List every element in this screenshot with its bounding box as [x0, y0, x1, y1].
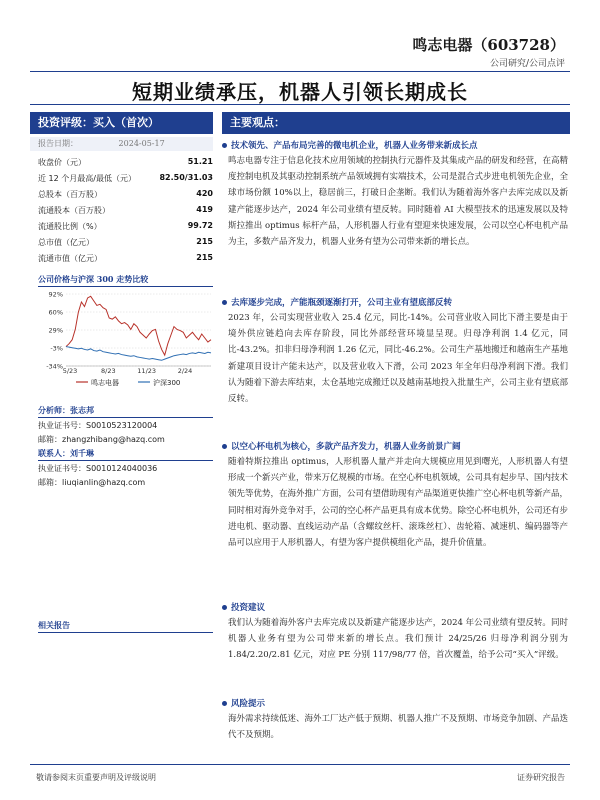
footer-disclaimer: 敬请参阅末页重要声明及评级说明: [36, 773, 156, 782]
series-line-2: [66, 347, 211, 361]
bullet-dot-icon: [222, 300, 227, 305]
price-comparison-chart: [36, 288, 216, 388]
metric-label: 流通股本（百万股）: [38, 206, 110, 215]
x-tick-label: 8/23: [101, 367, 116, 375]
related-reports-rule: [38, 632, 213, 633]
point-heading-text: 以空心杯电机为核心，多款产品齐发力，机器人业务前景广阔: [231, 442, 461, 452]
rating-banner: 投资评级：买入（首次）: [30, 112, 213, 134]
point-heading: [222, 296, 570, 308]
related-reports-heading: 相关报告: [38, 620, 70, 630]
contact-heading: 联系人：刘千琳: [38, 448, 94, 458]
footer-rule: [30, 764, 570, 765]
metric-value: 82.50/31.03: [159, 173, 213, 182]
metric-label: 流通股比例（%）: [38, 222, 102, 231]
contact-email[interactable]: 邮箱：liuqianlin@hazq.com: [38, 478, 146, 487]
point-heading: [222, 697, 570, 709]
metric-row: [38, 237, 213, 248]
metric-row: [38, 205, 213, 216]
report-title: 短期业绩承压，机器人引领长期成长: [132, 80, 468, 104]
y-tick-label: -34%: [46, 362, 63, 371]
y-tick-label: -3%: [50, 344, 63, 353]
y-tick-label: 60%: [48, 308, 63, 317]
bullet-dot-icon: [222, 143, 227, 148]
metric-label: 收盘价（元）: [38, 158, 86, 167]
contact-rule: [38, 460, 213, 461]
metric-row: [38, 189, 213, 200]
point-body: 随着特斯拉推出 optimus，人形机器人量产并走向大规模应用见到曙光，人形机器人有望形成一个新兴产业，带来万亿规模的市场。在空心杯电机领域，公司具有起步早、国内技术领先等优势，在海外推广方面，公司有望借助现有产品渠道更快推广空心杯电机等新产品，同时相对海外竞争对手，公司的空心杯产品更具有成本优势。除空心杯电机外，公司还有步进电机、驱动器、直线运动产品（含螺纹丝杆、滚珠丝杠）、齿轮箱、减速机、编码器等产品可以应用于人形机器人，有望为客户提供模组化产品，提升价值量。: [228, 457, 569, 549]
legend-label-series-1: 鸣志电器: [91, 379, 119, 387]
point-body: 我们认为随着海外客户去库完成以及新建产能逐步达产，2024 年公司业绩有望反转。同时机器人业务有望为公司带来新的增长点。我们预计 24/25/26 归母净利润分别为 1.84/2.20/2.81 亿元，对应 PE 分别 117/98/77 倍，首次覆盖，给予公司“买入”评级。: [228, 618, 568, 661]
bullet-dot-icon: [222, 701, 227, 706]
metric-label: 近 12 个月最高/最低（元）: [38, 174, 136, 183]
analyst-cert: 执业证书号：S0010523120004: [38, 421, 158, 430]
contact-cert: 执业证书号：S0010124040036: [38, 464, 158, 473]
company-name: 鸣志电器（603728）: [412, 36, 565, 54]
point-heading-text: 去库逐步完成，产能瓶颈逐渐打开，公司主业有望底部反转: [231, 298, 453, 308]
report-date: [30, 137, 213, 151]
point-heading-text: 技术领先、产品布局完善的微电机企业，机器人业务带来新成长点: [231, 141, 478, 151]
main-points-banner: 主要观点：: [222, 112, 570, 134]
y-tick-label: 29%: [48, 326, 63, 335]
metric-value: 51.21: [187, 157, 213, 166]
metric-row: [38, 173, 213, 184]
metric-row: [38, 221, 213, 232]
report-date-value: 2024-05-17: [118, 139, 165, 148]
metric-row: [38, 253, 213, 264]
series-line-1: [66, 296, 211, 355]
bullet-dot-icon: [222, 605, 227, 610]
document-type: 公司研究/公司点评: [489, 59, 565, 69]
x-tick-label: 5/23: [62, 367, 78, 375]
point-body: 海外需求持续低迷、海外工厂达产低于预期、机器人推广不及预期、市场竞争加剧、产品迭代不及预期。: [228, 714, 569, 741]
point-body: 鸣志电器专注于信息化技术应用领域的控制执行元器件及其集成产品的研发和经营，在高精度控制电机及其驱动控制系统产品领域拥有实端技术，公司是混合式步进电机领先企业，全球市场份额 10%以上，稳居前三，打破日企垄断。我们认为随着海外客户去库完成以及新建产能逐步达产，2024 年公司业绩有望反转。同时随着 AI 大模型技术的迅速发展以及特斯拉推出 optimus 标杆产品，人形机器人行业有望迎来快速发展，公司以空心杯电机产品为主，多数产品齐发力，机器人业务有望为公司带来新的增长点。: [228, 156, 569, 248]
y-tick-label: 92%: [48, 290, 63, 299]
metric-value: 215: [196, 253, 213, 262]
chart-title-rule: [38, 286, 213, 287]
point-heading: [222, 440, 570, 452]
metric-label: 流通市值（亿元）: [38, 254, 102, 263]
header-rule: [30, 71, 570, 72]
metric-value: 419: [196, 205, 213, 214]
analyst-email[interactable]: 邮箱：zhangzhibang@hazq.com: [38, 435, 165, 444]
analyst-rule: [38, 417, 213, 418]
point-heading: [222, 139, 570, 151]
point-body: 2023 年，公司实现营业收入 25.4 亿元，同比-14%。公司营业收入同比下滑主要是由于境外供应链趋向去库存阶段，同比外部经营环境显呈现。归母净利润 1.4 亿元，同比-43.2%。扣非归母净利润 1.26 亿元，同比-46.2%。公司生产基地搬迁和越南生产基地新建项目设计产能未达产，以及营业收入下滑，公司 2023 年全年归母净利润下滑。我们认为随着下游去库结束，太仓基地完成搬迁以及越南基地投入批量生产，公司主业有望底部反转。: [228, 313, 569, 405]
title-rule: [30, 104, 570, 105]
point-heading-text: 风险提示: [231, 699, 266, 709]
metric-row: [38, 157, 213, 168]
report-date-label: 报告日期：: [38, 139, 78, 148]
metric-label: 总股本（百万股）: [38, 190, 102, 199]
metric-value: 99.72: [187, 221, 213, 230]
metric-value: 215: [196, 237, 213, 246]
metric-label: 总市值（亿元）: [38, 238, 94, 247]
bullet-dot-icon: [222, 444, 227, 449]
point-heading: [222, 601, 570, 613]
analyst-heading: 分析师：张志邦: [38, 405, 94, 415]
legend-label-series-2: 沪深300: [153, 379, 181, 387]
x-tick-label: 11/23: [137, 367, 157, 375]
point-heading-text: 投资建议: [231, 603, 266, 613]
footer-label: 证券研究报告: [517, 773, 565, 782]
chart-title: 公司价格与沪深 300 走势比较: [38, 274, 149, 284]
x-tick-label: 2/24: [177, 367, 193, 375]
metric-value: 420: [196, 189, 213, 198]
